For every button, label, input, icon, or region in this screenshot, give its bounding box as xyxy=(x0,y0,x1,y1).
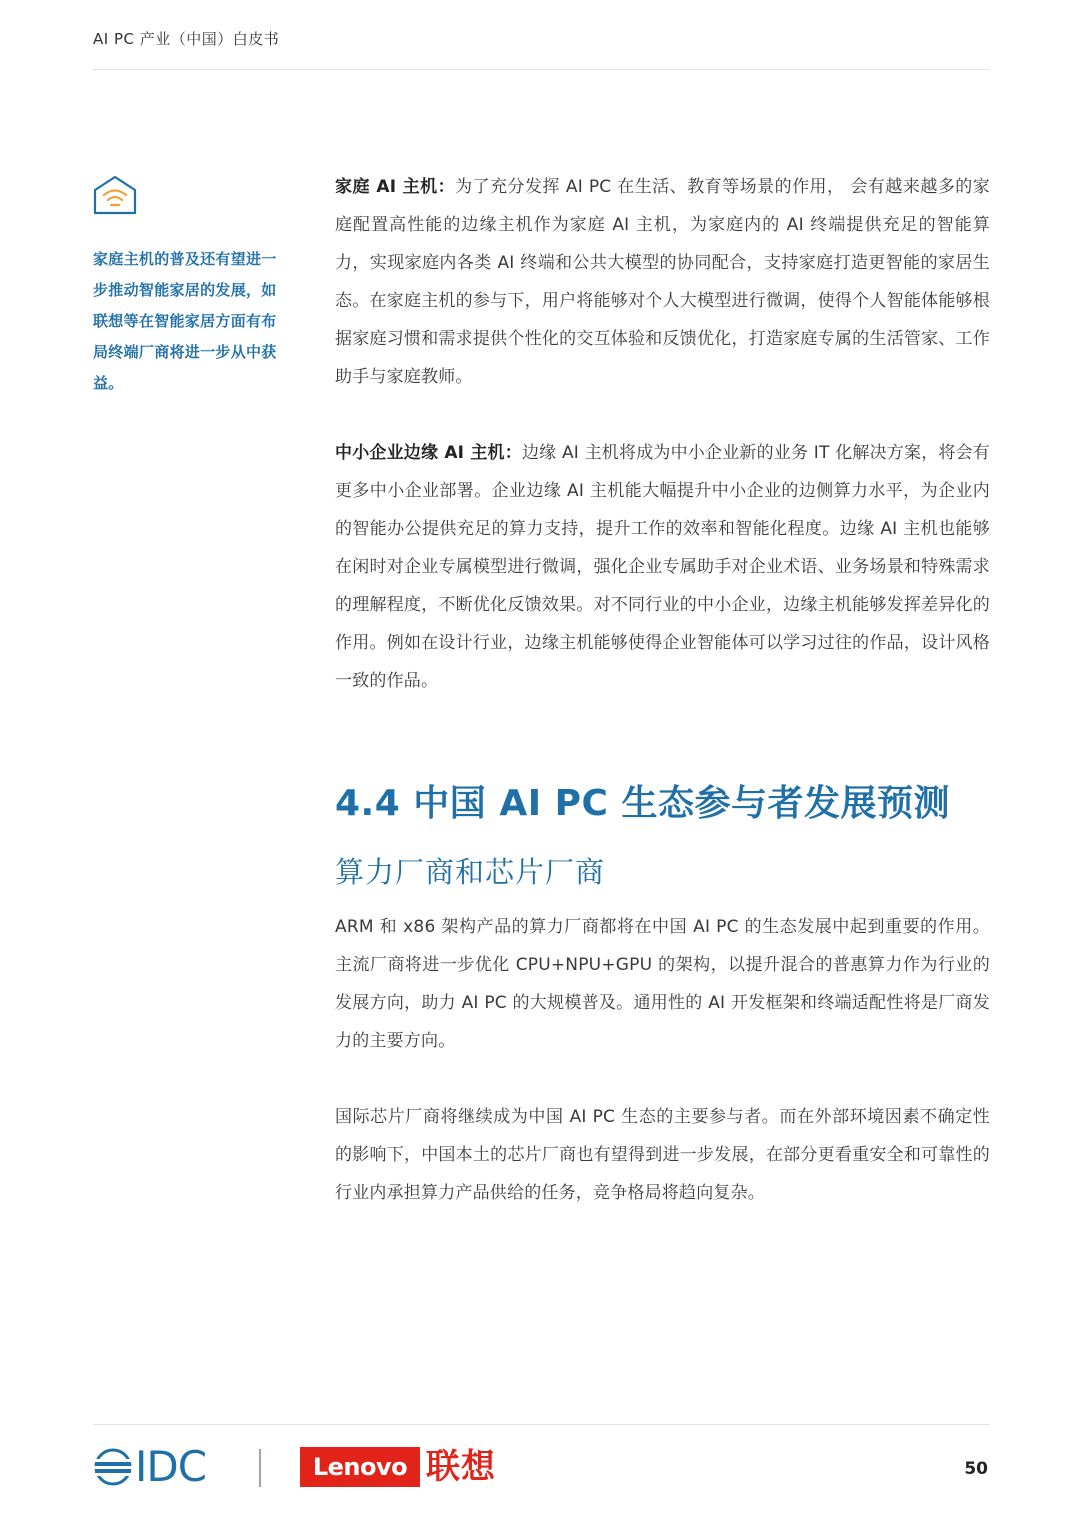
sidebar-note: 家庭主机的普及还有望进一步推动智能家居的发展，如联想等在智能家居方面有布局终端厂商将进一步从中获益。 xyxy=(93,250,277,392)
section-title: 4.4 中国 AI PC 生态参与者发展预测 xyxy=(335,783,950,824)
section-content xyxy=(335,908,990,1212)
main-content xyxy=(335,168,990,700)
page-header xyxy=(93,28,990,70)
paragraph-chip-vendors: 国际芯片厂商将继续成为中国 AI PC 生态的主要参与者。而在外部环境因素不确定性的影响下，中国本土的芯片厂商也有望得到进一步发展，在部分更看重安全和可靠性的行业内承担算力产品供给的任务，竞争格局将趋向复杂。 xyxy=(335,1107,990,1203)
lenovo-logo: Lenovo xyxy=(300,1447,420,1487)
paragraph-label: 中小企业边缘 AI 主机： xyxy=(335,443,522,463)
home-wifi-icon xyxy=(92,174,138,216)
paragraph-text: 边缘 AI 主机将成为中小企业新的业务 IT 化解决方案，将会有更多中小企业部署。企业边缘 AI 主机能大幅提升中小企业的边侧算力水平，为企业内的智能办公提供充足的算力支持，提升工作的效率和智能化程度。边缘 AI 主机也能够在闲时对企业专属模型进行微调，强化企业专属助手对企业术语、业务场景和特殊需求的理解程度，不断优化反馈效果。对不同行业的中小企业，边缘主机能够发挥差异化的作用。例如在设计行业，边缘主机能够使得企业智能体可以学习过往的作品，设计风格一致的作品。 xyxy=(335,443,991,691)
paragraph-sme-edge-host xyxy=(335,434,990,700)
paragraph-compute-vendors: ARM 和 x86 架构产品的算力厂商都将在中国 AI PC 的生态发展中起到重要的作用。主流厂商将进一步优化 CPU+NPU+GPU 的架构，以提升混合的普惠算力作为行业的发展方向，助力 AI PC 的大规模普及。通用性的 AI 开发框架和终端适配性将是厂商发力的主要方向。 xyxy=(335,917,990,1051)
section-subtitle: 算力厂商和芯片厂商 xyxy=(335,855,606,889)
paragraph-text: 为了充分发挥 AI PC 在生活、教育等场景的作用， 会有越来越多的家庭配置高性能的边缘主机作为家庭 AI 主机，为家庭内的 AI 终端提供充足的智能算力，实现家庭内各类 AI 终端和公共大模型的协同配合，支持家庭打造更智能的家居生态。在家庭主机的参与下，用户将能够对个人大模型进行微调，使得个人智能体能够根据家庭习惯和需求提供个性化的交互体验和反馈优化，打造家庭专属的生活管家、工作助手与家庭教师。 xyxy=(335,177,990,387)
idc-logo-text: IDC xyxy=(135,1442,207,1491)
idc-logo xyxy=(93,1442,207,1491)
paragraph-home-ai-host xyxy=(335,168,990,396)
paragraph-label: 家庭 AI 主机： xyxy=(335,177,456,197)
page-number: 50 xyxy=(964,1459,988,1479)
document-title: AI PC 产业（中国）白皮书 xyxy=(93,30,280,48)
page-footer xyxy=(93,1424,990,1504)
lenovo-cn-logo: 联想 xyxy=(426,1447,496,1487)
logo-divider xyxy=(259,1449,261,1487)
idc-globe-icon xyxy=(93,1447,133,1487)
